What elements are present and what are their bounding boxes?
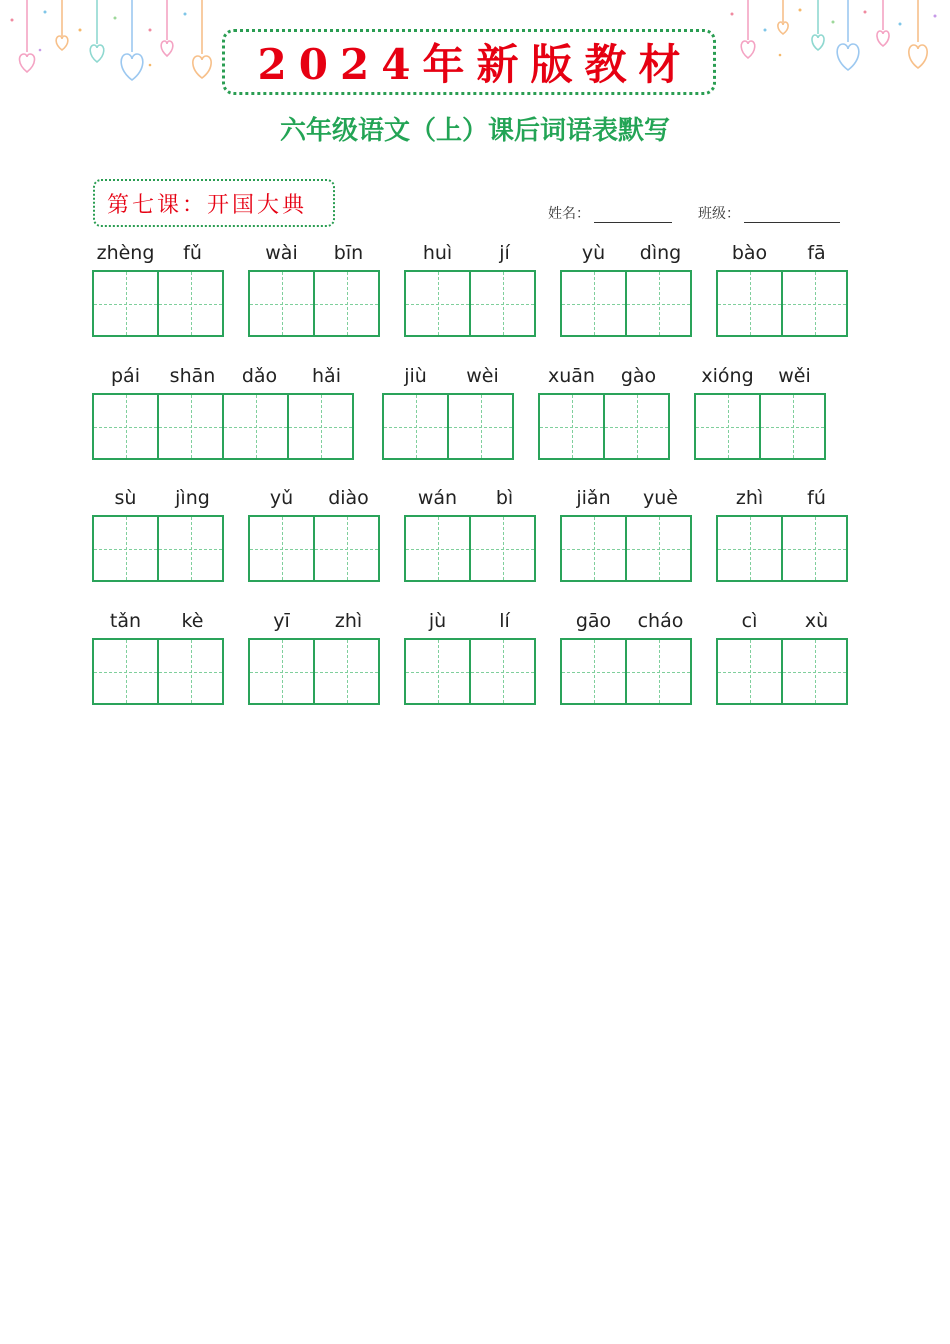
writing-boxes	[716, 270, 846, 337]
writing-boxes	[248, 270, 378, 337]
tianzi-grid-cell[interactable]	[404, 515, 471, 582]
writing-boxes	[92, 638, 222, 705]
tianzi-grid-cell[interactable]	[248, 515, 315, 582]
writing-boxes	[382, 393, 512, 460]
writing-boxes	[716, 638, 846, 705]
tianzi-grid-cell[interactable]	[716, 515, 783, 582]
pinyin-label: zhèng	[96, 242, 155, 264]
writing-boxes	[92, 393, 352, 460]
class-field	[698, 203, 840, 223]
writing-boxes	[248, 515, 378, 582]
writing-boxes	[538, 393, 668, 460]
name-label: 姓名：	[548, 206, 590, 222]
tianzi-grid-cell[interactable]	[92, 515, 159, 582]
tianzi-grid-cell[interactable]	[92, 393, 159, 460]
pinyin-label: bì	[495, 487, 514, 509]
tianzi-grid-cell[interactable]	[157, 515, 224, 582]
pinyin-label: wài	[265, 242, 298, 264]
tianzi-grid-cell[interactable]	[625, 270, 692, 337]
tianzi-grid-cell[interactable]	[222, 393, 289, 460]
tianzi-grid-cell[interactable]	[287, 393, 354, 460]
tianzi-grid-cell[interactable]	[92, 270, 159, 337]
pinyin-label: sù	[114, 487, 137, 509]
pinyin-label: gāo	[575, 610, 612, 632]
pinyin-label: yǔ	[269, 487, 294, 509]
writing-boxes	[248, 638, 378, 705]
lesson-label-box	[93, 179, 335, 227]
tianzi-grid-cell[interactable]	[248, 638, 315, 705]
writing-boxes	[92, 515, 222, 582]
tianzi-grid-cell[interactable]	[313, 638, 380, 705]
pinyin-label: hǎi	[312, 365, 341, 387]
writing-boxes	[560, 270, 690, 337]
name-blank-line[interactable]	[594, 208, 672, 223]
pinyin-label: dìng	[639, 242, 682, 264]
pinyin-label: jù	[428, 610, 447, 632]
tianzi-grid-cell[interactable]	[313, 270, 380, 337]
tianzi-grid-cell[interactable]	[382, 393, 449, 460]
pinyin-label: wèi	[466, 365, 499, 387]
hanging-hearts-left-decoration	[0, 0, 230, 90]
writing-boxes	[716, 515, 846, 582]
tianzi-grid-cell[interactable]	[694, 393, 761, 460]
pinyin-label: wán	[417, 487, 458, 509]
pinyin-label: xuān	[548, 365, 595, 387]
tianzi-grid-cell[interactable]	[469, 515, 536, 582]
pinyin-label: xióng	[701, 365, 754, 387]
page-title: 2024年新版教材	[257, 40, 693, 89]
tianzi-grid-cell[interactable]	[157, 393, 224, 460]
tianzi-grid-cell[interactable]	[92, 638, 159, 705]
pinyin-label: bīn	[333, 242, 364, 264]
pinyin-label: kè	[181, 610, 204, 632]
tianzi-grid-cell[interactable]	[157, 270, 224, 337]
writing-boxes	[560, 638, 690, 705]
pinyin-label: zhì	[334, 610, 363, 632]
tianzi-grid-cell[interactable]	[781, 515, 848, 582]
tianzi-grid-cell[interactable]	[157, 638, 224, 705]
tianzi-grid-cell[interactable]	[404, 270, 471, 337]
pinyin-label: xù	[804, 610, 829, 632]
class-blank-line[interactable]	[744, 208, 840, 223]
pinyin-label: gào	[620, 365, 657, 387]
pinyin-label: cì	[741, 610, 758, 632]
tianzi-grid-cell[interactable]	[560, 638, 627, 705]
title-banner	[222, 29, 716, 95]
tianzi-grid-cell[interactable]	[404, 638, 471, 705]
class-label: 班级：	[698, 206, 740, 222]
tianzi-grid-cell[interactable]	[447, 393, 514, 460]
tianzi-grid-cell[interactable]	[313, 515, 380, 582]
tianzi-grid-cell[interactable]	[469, 638, 536, 705]
page-subtitle: 六年级语文（上）课后词语表默写	[279, 116, 670, 146]
pinyin-label: dǎo	[241, 365, 278, 387]
tianzi-grid-cell[interactable]	[469, 270, 536, 337]
tianzi-grid-cell[interactable]	[603, 393, 670, 460]
tianzi-grid-cell[interactable]	[759, 393, 826, 460]
writing-boxes	[694, 393, 824, 460]
pinyin-label: diào	[328, 487, 369, 509]
writing-boxes	[92, 270, 222, 337]
pinyin-label: zhì	[735, 487, 764, 509]
pinyin-label: fǔ	[183, 242, 202, 264]
tianzi-grid-cell[interactable]	[538, 393, 605, 460]
lesson-title: 第七课：开国大典	[107, 192, 308, 218]
pinyin-label: yī	[273, 610, 290, 632]
writing-boxes	[404, 638, 534, 705]
tianzi-grid-cell[interactable]	[716, 270, 783, 337]
pinyin-label: wěi	[778, 365, 811, 387]
pinyin-label: jiǎn	[576, 487, 611, 509]
pinyin-label: shān	[169, 365, 216, 387]
tianzi-grid-cell[interactable]	[781, 638, 848, 705]
pinyin-label: fú	[807, 487, 826, 509]
writing-boxes	[560, 515, 690, 582]
name-field	[548, 203, 672, 223]
tianzi-grid-cell[interactable]	[781, 270, 848, 337]
pinyin-label: lí	[499, 610, 510, 632]
pinyin-label: jiù	[404, 365, 427, 387]
writing-boxes	[404, 270, 534, 337]
pinyin-label: jìng	[175, 487, 210, 509]
pinyin-label: yù	[581, 242, 606, 264]
tianzi-grid-cell[interactable]	[625, 638, 692, 705]
pinyin-label: cháo	[637, 610, 684, 632]
tianzi-grid-cell[interactable]	[560, 270, 627, 337]
hanging-hearts-right-decoration	[720, 0, 950, 90]
tianzi-grid-cell[interactable]	[248, 270, 315, 337]
tianzi-grid-cell[interactable]	[716, 638, 783, 705]
pinyin-label: huì	[422, 242, 453, 264]
tianzi-grid-cell[interactable]	[560, 515, 627, 582]
pinyin-label: bào	[731, 242, 768, 264]
pinyin-label: fā	[807, 242, 826, 264]
tianzi-grid-cell[interactable]	[625, 515, 692, 582]
pinyin-label: pái	[111, 365, 140, 387]
pinyin-label: yuè	[643, 487, 678, 509]
pinyin-label: tǎn	[109, 610, 142, 632]
writing-boxes	[404, 515, 534, 582]
pinyin-label: jí	[499, 242, 510, 264]
